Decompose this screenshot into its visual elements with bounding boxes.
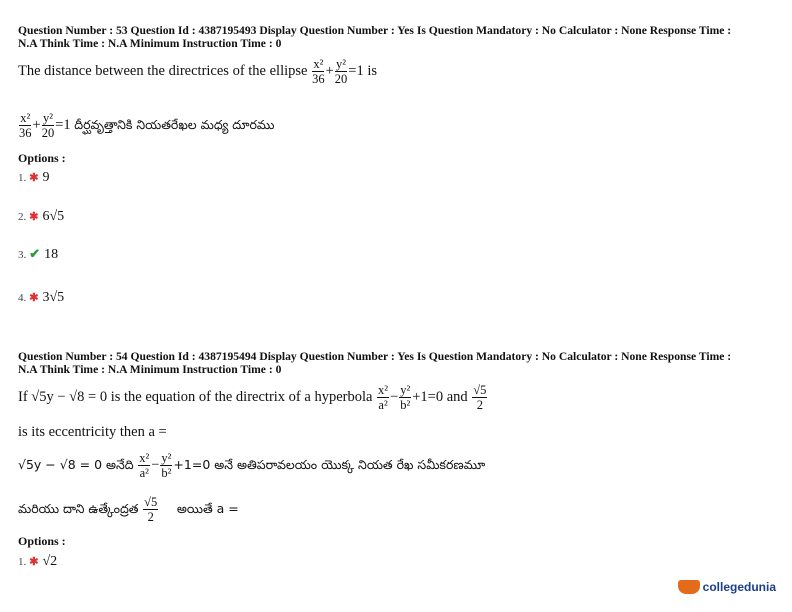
q54-meta xyxy=(18,350,770,376)
wrong-icon: ✱ xyxy=(29,292,39,304)
q53-frac-y: $\frac{\text{y²}}{20}$ xyxy=(334,57,348,86)
graduation-cap-icon xyxy=(678,580,700,594)
q53-options-label: Options : xyxy=(18,151,66,165)
q54-te-frac-x: $\frac{\text{x²}}{\text{a²}}$ xyxy=(139,451,150,480)
q53-te-frac-x: $\frac{\text{x²}}{36}$ xyxy=(19,111,32,140)
q54-meta-line1: Question Number : 54 Question Id : 4387195494 Display Question Number : Yes Is Question Mandatory : No Calculator : None Response Time : xyxy=(18,350,732,363)
q53-option-4[interactable]: 4. ✱ 3√5 xyxy=(18,290,65,305)
q53-question-te-text: దీర్ఘవృత్తానికి నియతరేఖల మధ్య దూరము xyxy=(74,116,275,132)
q54-te-tail: అయితే a = xyxy=(176,500,239,516)
q54-frac-x: $\frac{\text{x²}}{\text{a²}}$ xyxy=(378,383,389,412)
correct-check-icon: ✔ xyxy=(29,246,41,261)
q53-option-3[interactable]: 3. ✔ 18 xyxy=(18,246,59,262)
q53-question-en: The distance between the directrices of the ellipse $\frac{\text{x²}}{36}$ + $\frac{\text{y²}}{20}$ =1 is xyxy=(18,57,378,86)
q53-frac-x: $\frac{\text{x²}}{36}$ xyxy=(312,57,325,86)
q53-option-1[interactable]: 1. ✱ 9 xyxy=(18,170,50,185)
q54-directrix-eq: √5y − √8 = 0 xyxy=(31,388,108,405)
q53-te-frac-y: $\frac{\text{y²}}{20}$ xyxy=(41,111,55,140)
collegedunia-logo: collegedunia xyxy=(678,580,776,594)
q54-meta-line2: N.A Think Time : N.A Minimum Instruction Time : 0 xyxy=(18,363,282,376)
q53-meta xyxy=(18,24,770,50)
q54-te-frac-y: $\frac{\text{y²}}{\text{b²}}$ xyxy=(161,451,172,480)
q53-meta-line2: N.A Think Time : N.A Minimum Instruction Time : 0 xyxy=(18,37,282,50)
q54-ecc-frac: $\frac{√5}{2}$ xyxy=(473,383,487,412)
q54-question-te: √5y − √8 = 0 అనేది $\frac{\text{x²}}{\text{a²}}$ − $\frac{\text{y²}}{\text{b²}}$ +1=0 అనే అతిపరావలయం యొక్క నియత రేఖ సమీకరణమూ xyxy=(18,451,486,480)
wrong-icon: ✱ xyxy=(29,556,39,568)
q53-meta-line1: Question Number : 53 Question Id : 4387195493 Display Question Number : Yes Is Question Mandatory : No Calculator : None Response Time : xyxy=(18,24,732,37)
q54-te-eq: √5y − √8 = 0 అనేది xyxy=(18,456,134,472)
q54-question-en-line2: is its eccentricity then a = xyxy=(18,424,167,440)
q53-option-2[interactable]: 2. ✱ 6√5 xyxy=(18,209,65,224)
wrong-icon: ✱ xyxy=(29,211,39,223)
wrong-icon: ✱ xyxy=(29,172,39,184)
q54-te-mid: +1=0 అనే అతిపరావలయం యొక్క నియత రేఖ సమీకరణమూ xyxy=(173,456,486,472)
q54-question-en: If √5y − √8 = 0 is the equation of the directrix of a hyperbola $\frac{\text{x²}}{\text{a²}}$ − $\frac{\text{y²}}{\text{b²}}$ +1=0 and $\frac{√5}{2}$ xyxy=(18,383,487,412)
q54-question-te-line2 xyxy=(18,496,239,523)
q54-frac-y: $\frac{\text{y²}}{\text{b²}}$ xyxy=(400,383,411,412)
q54-option-1[interactable]: 1. ✱ √2 xyxy=(18,554,58,569)
q53-question-te: $\frac{\text{x²}}{36}$ + $\frac{\text{y²}}{20}$ =1 దీర్ఘవృత్తానికి నియతరేఖల మధ్య దూరము xyxy=(19,111,275,140)
q54-options-label: Options : xyxy=(18,534,66,548)
q54-te-line2-text: మరియు దాని ఉత్కేంద్రత xyxy=(18,500,139,516)
q53-question-text: The distance between the directrices of the ellipse xyxy=(18,62,308,79)
q54-te-ecc-frac: $\frac{√5}{2}$ xyxy=(144,495,158,524)
